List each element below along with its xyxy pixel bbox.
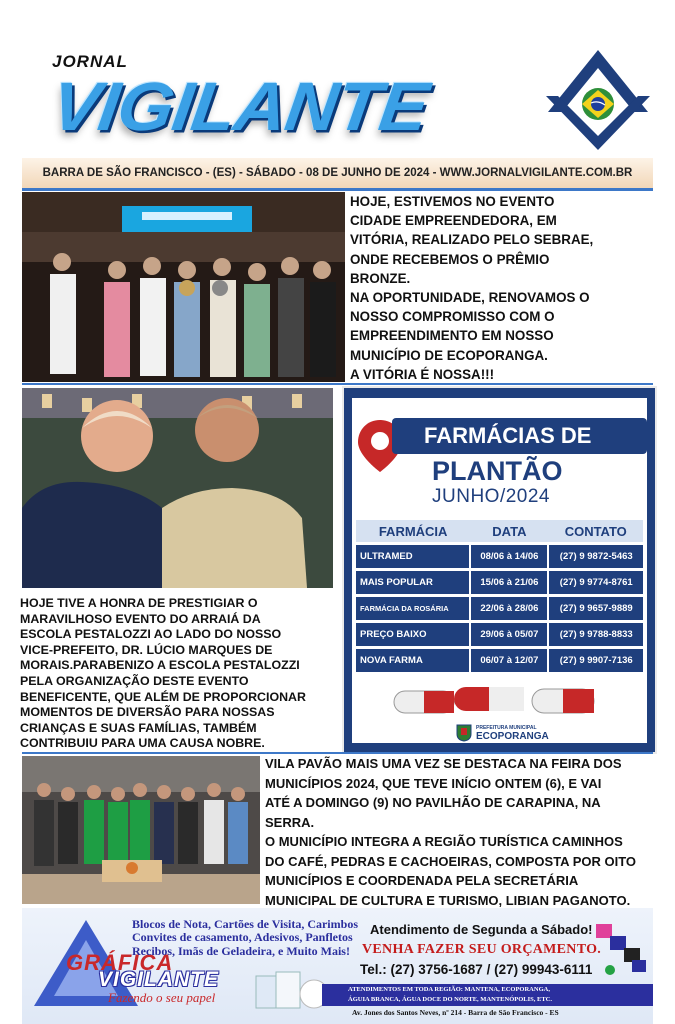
dateline-text: BARRA DE SÃO FRANCISCO - (ES) - SÁBADO - 08 DE JUNHO DE 2024 - WWW.JORNALVIGILANTE.COM.BR (42, 167, 633, 179)
story2-line: PELA ORGANIZAÇÃO DESTE EVENTO (20, 673, 249, 688)
story2-line: VICE-PREFEITO, DR. LÚCIO MARQUES DE (20, 642, 273, 657)
story2-line: CRIANÇAS E SUAS FAMÍLIAS, TAMBÉM (20, 720, 257, 735)
story1-line: NOSSO COMPROMISSO COM O (350, 309, 555, 325)
regions-line: ATENDIMENTOS EM TODA REGIÃO: MANTENA, ECOPORANGA, (348, 986, 550, 993)
column-header-date: DATA (470, 520, 548, 544)
pharmacy-date: 29/06 à 05/07 (470, 622, 548, 648)
story1-line: A VITÓRIA É NOSSA!!! (350, 366, 495, 382)
story3-line: MUNICÍPIOS 2024, QUE TEVE INÍCIO ONTEM (6), E VAI (265, 775, 602, 791)
story2-line: CONTRIBUIU PARA UMA CAUSA NOBRE. (20, 736, 265, 751)
dateline-bar (22, 158, 653, 191)
pharmacy-date: 22/06 à 28/06 (470, 596, 548, 622)
table-header-row (356, 520, 643, 544)
service-line: Blocos de Nota, Cartões de Visita, Carimbos (132, 917, 358, 931)
table-row (356, 570, 643, 596)
pharmacy-contact: (27) 9 9774-8761 (548, 570, 643, 596)
whatsapp-icon (605, 965, 615, 975)
pharmacy-table (356, 520, 643, 672)
pharmacy-name: FARMÁCIA DA ROSÁRIA (356, 596, 470, 622)
story2-line: ESCOLA PESTALOZZI AO LADO DO NOSSO (20, 627, 282, 642)
story1-line: CIDADE EMPREENDEDORA, EM (350, 213, 557, 229)
pharmacy-card (352, 398, 647, 743)
printed-cards-icon (254, 970, 330, 1014)
pharmacy-name: NOVA FARMA (356, 648, 470, 673)
pharmacy-contact: (27) 9 9872-5463 (548, 544, 643, 570)
jornal-label: JORNAL (52, 52, 128, 71)
grafica-address: Av. Jones dos Santos Neves, nº 214 - Barra de São Francisco - ES (352, 1008, 559, 1017)
column-header-pharmacy: FARMÁCIA (356, 520, 470, 544)
story1-line: EMPREENDIMENTO EM NOSSO (350, 328, 554, 344)
service-line: Convites de casamento, Adesivos, Panfletos (132, 930, 353, 945)
masthead (0, 0, 675, 160)
pharmacy-month: JUNHO/2024 (432, 486, 550, 507)
story1-text (350, 192, 655, 384)
grafica-hours: Atendimento de Segunda a Sábado! (370, 922, 593, 937)
stamps-icon (594, 920, 650, 976)
grafica-advertisement (22, 908, 653, 1024)
story1-line: BRONZE. (350, 270, 411, 286)
pharmacy-subtitle: PLANTÃO (432, 456, 563, 486)
story3-photo (22, 756, 260, 904)
grafica-services (132, 918, 358, 958)
grafica-cta: VENHA FAZER SEU ORÇAMENTO. (362, 942, 602, 957)
pharmacy-schedule (342, 386, 657, 754)
masonic-brazil-emblem-icon (542, 46, 654, 156)
pharmacy-title: FARMÁCIAS DE (392, 418, 647, 454)
regions-line: ÁGUIA BRANCA, ÁGUA DOCE DO NORTE, MANTENÓPOLIS, ETC. (348, 996, 553, 1003)
story3-text (265, 754, 660, 910)
pharmacy-name: MAIS POPULAR (356, 570, 470, 596)
table-row (356, 648, 643, 673)
grafica-brand-top: GRÁFICA (66, 950, 174, 975)
story1-line: MUNICÍPIO DE ECOPORANGA. (350, 347, 548, 363)
newspaper-title: VIGILANTE (46, 69, 433, 145)
story3-line: VILA PAVÃO MAIS UMA VEZ SE DESTACA NA FEIRA DOS (265, 756, 622, 771)
pharmacy-date: 15/06 à 21/06 (470, 570, 548, 596)
pharmacy-contact: (27) 9 9907-7136 (548, 648, 643, 673)
pharmacy-name: PREÇO BAIXO (356, 622, 470, 648)
pharmacy-name: ULTRAMED (356, 544, 470, 570)
story2-line: BENEFICENTE, QUE ALÉM DE PROPORCIONAR (20, 689, 306, 704)
pharmacy-contact: (27) 9 9788-8833 (548, 622, 643, 648)
pills-icon (392, 683, 612, 719)
story3-line: O MUNICÍPIO INTEGRA A REGIÃO TURÍSTICA CAMINHOS (265, 834, 623, 849)
story1-line: NA OPORTUNIDADE, RENOVAMOS O (350, 290, 590, 306)
story2-line: MOMENTOS DE DIVERSÃO PARA NOSSAS (20, 705, 275, 720)
story2-line: HOJE TIVE A HONRA DE PRESTIGIAR O (20, 596, 258, 610)
divider (22, 383, 653, 385)
city-hall-label: PREFEITURA MUNICIPAL (476, 724, 537, 731)
story3-line: ATÉ A DOMINGO (9) NO PAVILHÃO DE CARAPINA, NA (265, 795, 601, 810)
pharmacy-date: 06/07 à 12/07 (470, 648, 548, 673)
city-hall-logo (456, 724, 549, 742)
story3-line: SERRA. (265, 814, 315, 830)
story1-line: ONDE RECEBEMOS O PRÊMIO (350, 251, 550, 267)
column-header-contact: CONTATO (548, 520, 643, 544)
table-row (356, 596, 643, 622)
table-row (356, 622, 643, 648)
story2-line: MARAVILHOSO EVENTO DO ARRAIÁ DA (20, 611, 261, 626)
story1-line: HOJE, ESTIVEMOS NO EVENTO (350, 194, 555, 209)
story3-line: MUNICIPAL DE CULTURA E TURISMO, LIBIAN PAGANOTO. (265, 892, 631, 908)
service-line: Recibos, Imãs de Geladeira, e Muito Mais! (132, 943, 350, 958)
story1-photo (22, 192, 345, 382)
pharmacy-contact: (27) 9 9657-9889 (548, 596, 643, 622)
grafica-regions (322, 984, 653, 1006)
city-name: ECOPORANGA (476, 730, 549, 742)
story2-text (20, 596, 338, 752)
story3-line: MUNICÍPIOS E COORDENADA PELA SECRETÁRIA (265, 873, 579, 888)
story1-line: VITÓRIA, REALIZADO PELO SEBRAE, (350, 232, 594, 248)
table-row (356, 544, 643, 570)
grafica-phone: Tel.: (27) 3756-1687 / (27) 99943-6111 (360, 962, 593, 977)
pharmacy-date: 08/06 à 14/06 (470, 544, 548, 570)
story2-line: MORAIS.PARABENIZO A ESCOLA PESTALOZZI (20, 658, 300, 673)
story3-line: DO CAFÉ, PEDRAS E CACHOEIRAS, COMPOSTA POR OITO (265, 853, 637, 869)
grafica-brand: VIGILANTE (98, 968, 220, 991)
city-crest-icon (456, 724, 472, 742)
story2-photo (22, 388, 333, 588)
grafica-slogan: Fazendo o seu papel (108, 990, 216, 1005)
